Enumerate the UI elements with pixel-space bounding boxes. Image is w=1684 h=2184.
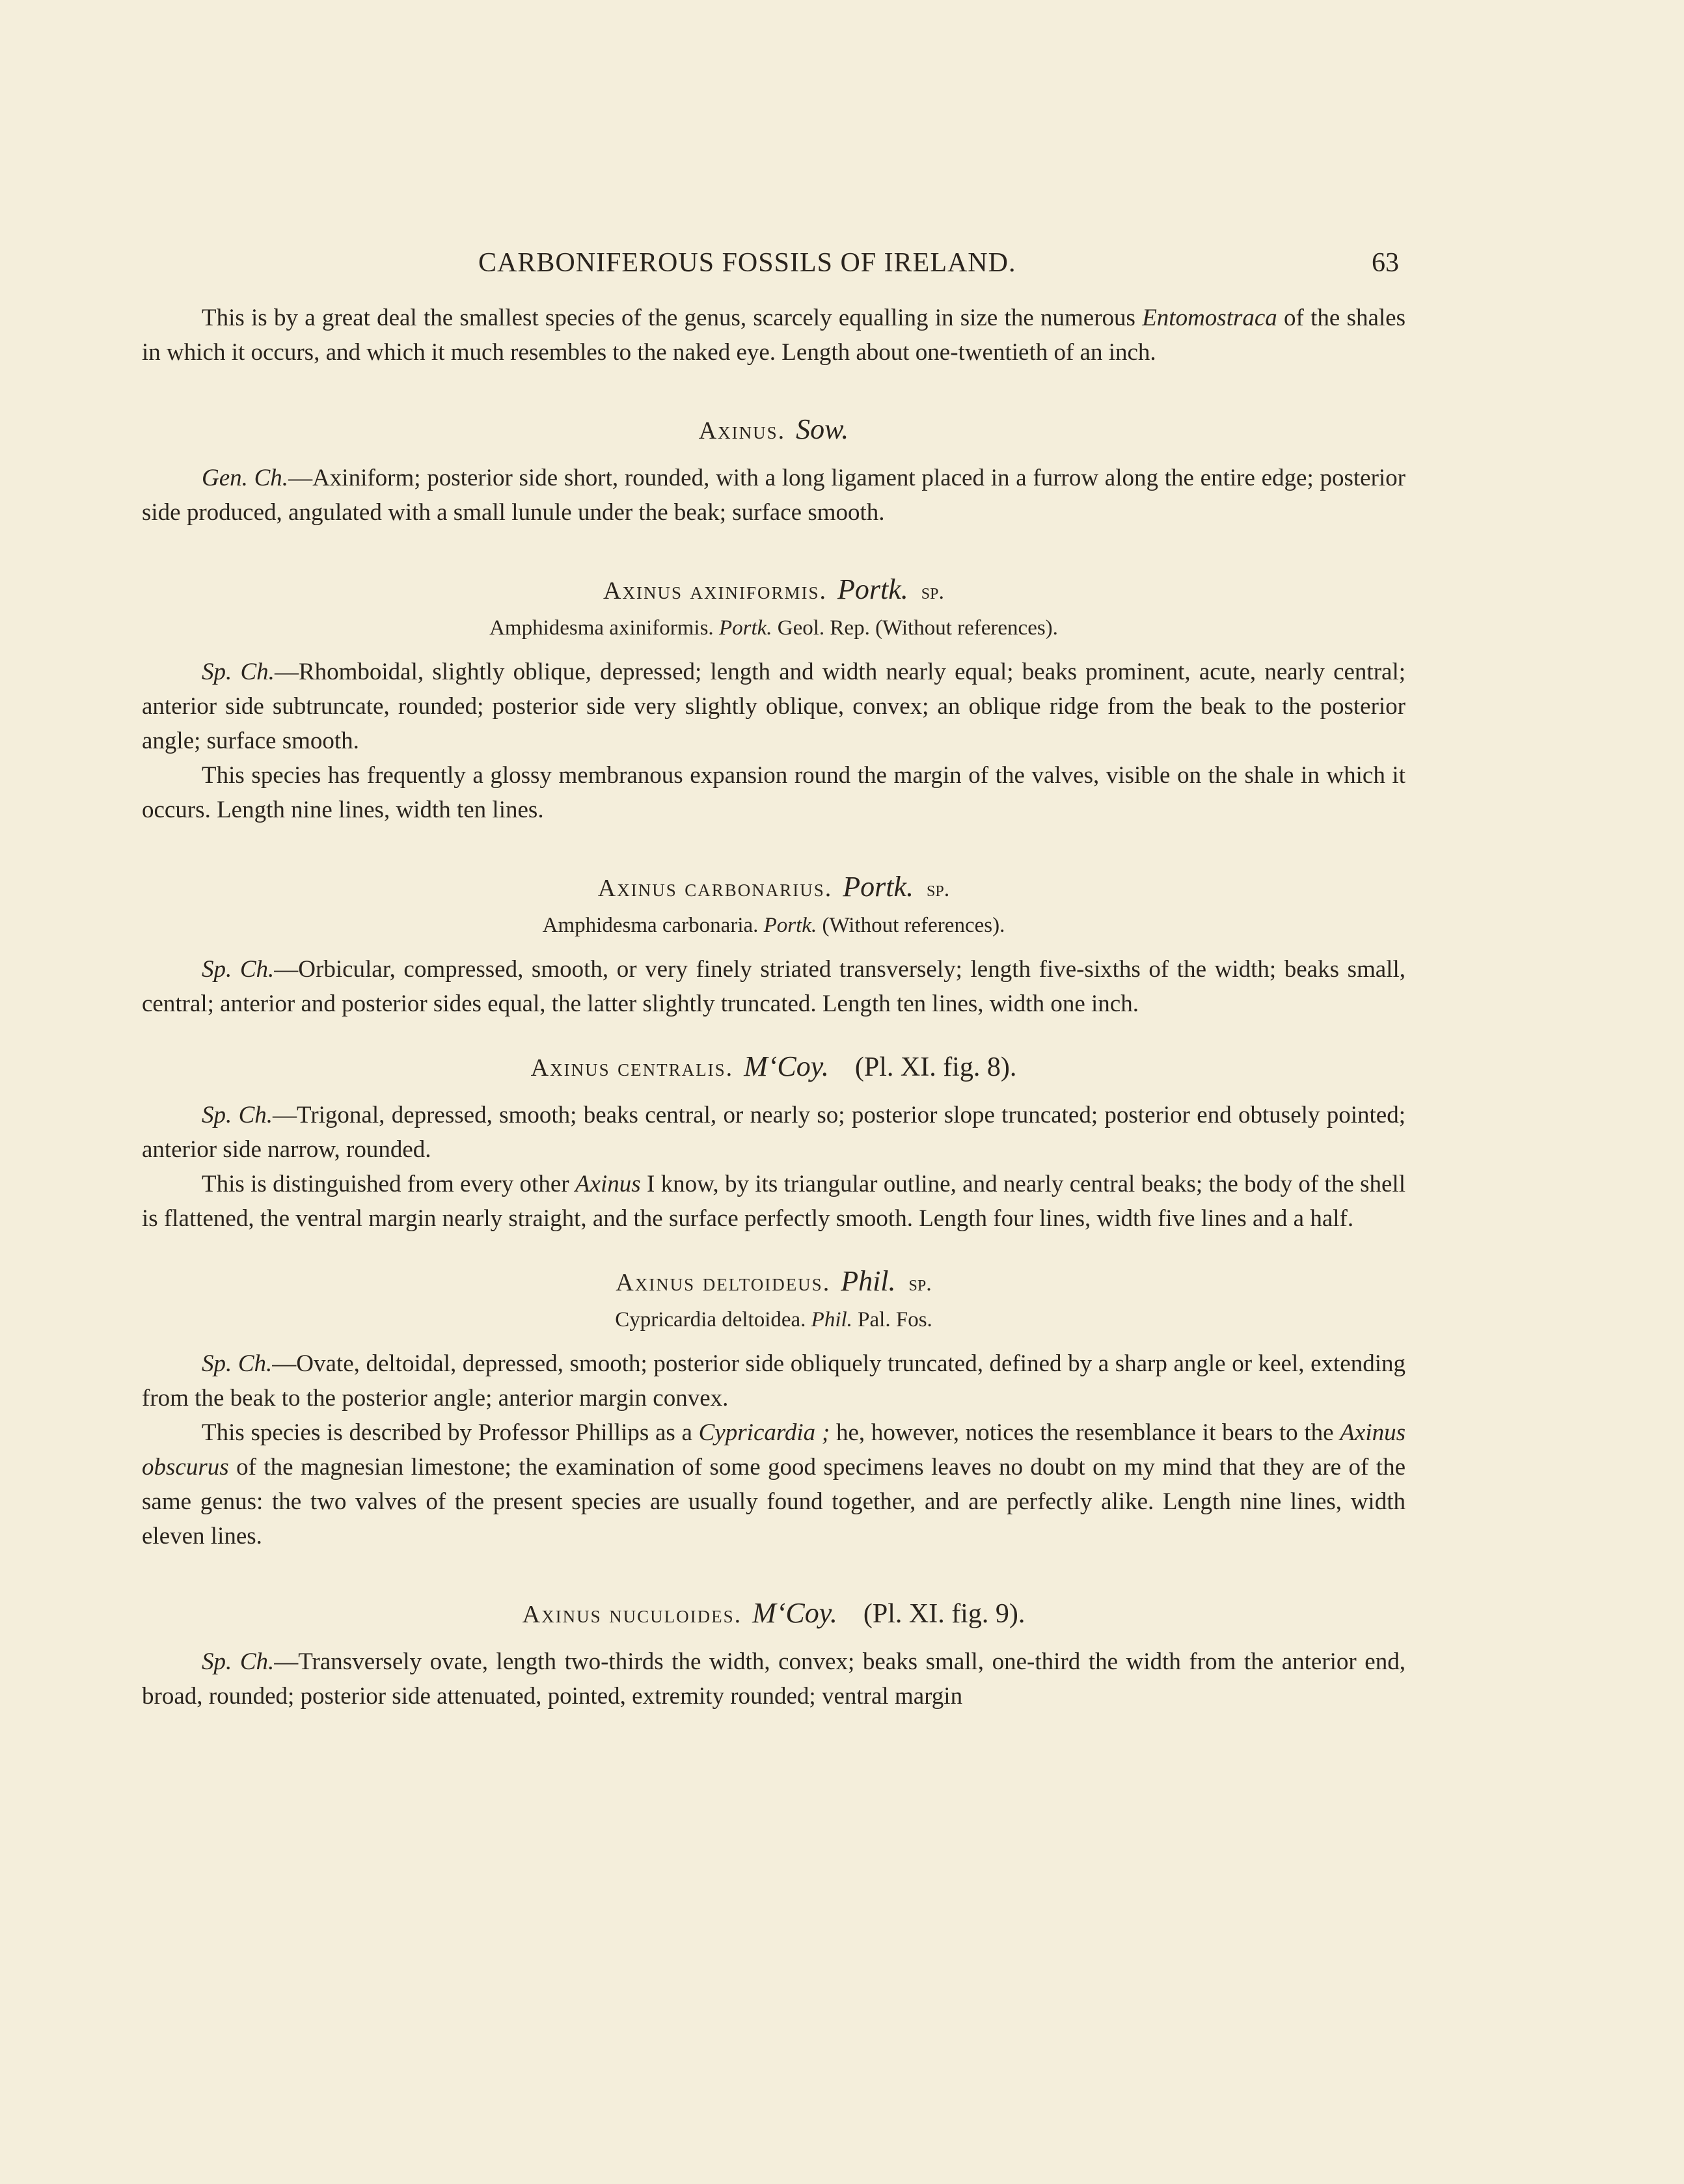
taxon-name: Entomostraca	[1142, 305, 1277, 331]
synonymy-line: Amphidesma axiniformis. Portk. Geol. Rep. (Without references).	[489, 616, 1058, 640]
species-heading-centralis: Axinus centralis. M‘Coy. (Pl. XI. fig. 8).	[530, 1050, 1017, 1082]
species-note: This is distinguished from every other Axinus I know, by its triangular outline, and nearly central beaks; the body of the shell is flattened, the ventral margin nearly straight, and the surface perfectly smooth. Length four lines, width five lines and a half.	[142, 1171, 1406, 1232]
species-note: This species is described by Professor Phillips as a Cypricardia ; he, however, notices the resemblance it bears to the Axinus obscurus of the magnesian limestone; the examination of some good specimens leaves no doubt on my mind that they are of the same genus: the two valves of the present species are usually found together, and are perfectly alike. Length nine lines, width eleven lines.	[142, 1419, 1406, 1549]
species-heading-axiniformis: Axinus axiniformis. Portk. sp.	[603, 573, 944, 605]
species-heading-nuculoides: Axinus nuculoides. M‘Coy. (Pl. XI. fig. 9).	[522, 1597, 1025, 1629]
species-heading-carbonarius: Axinus carbonarius. Portk. sp.	[597, 871, 950, 903]
page-number: 63	[1372, 248, 1399, 278]
intro-paragraph: This is by a great deal the smallest species of the genus, scarcely equalling in size the numerous Entomostraca of the shales in which it occurs, and which it much resembles to the naked eye. Length about one-twentieth of an inch.	[142, 305, 1406, 366]
species-characters: Sp. Ch.—Ovate, deltoidal, depressed, smooth; posterior side obliquely truncated, defined by a sharp angle or keel, extending from the beak to the posterior angle; anterior margin convex.	[142, 1350, 1406, 1412]
genus-heading: Axinus. Sow.	[698, 413, 849, 445]
species-heading-deltoideus: Axinus deltoideus. Phil. sp.	[616, 1265, 932, 1297]
page-body	[142, 301, 1406, 1713]
species-characters: Sp. Ch.—Orbicular, compressed, smooth, or very finely striated transversely; length five-sixths of the width; beaks small, central; anterior and posterior sides equal, the latter slightly truncated. Length ten lines, width one inch.	[142, 956, 1406, 1017]
genus-characters: Gen. Ch.—Axiniform; posterior side short, rounded, with a long ligament placed in a furrow along the entire edge; posterior side produced, angulated with a small lunule under the beak; surface smooth.	[142, 465, 1406, 526]
synonymy-line: Amphidesma carbonaria. Portk. (Without references).	[542, 914, 1005, 937]
running-head: CARBONIFEROUS FOSSILS OF IRELAND.	[478, 248, 1016, 278]
species-note: This species has frequently a glossy membranous expansion round the margin of the valves, visible on the shale in which it occurs. Length nine lines, width ten lines.	[142, 762, 1406, 823]
synonymy-line: Cypricardia deltoidea. Phil. Pal. Fos.	[615, 1308, 932, 1331]
species-characters: Sp. Ch.—Trigonal, depressed, smooth; beaks central, or nearly so; posterior slope truncated; posterior end obtusely pointed; anterior side narrow, rounded.	[142, 1102, 1406, 1163]
species-characters: Sp. Ch.—Transversely ovate, length two-thirds the width, convex; beaks small, one-third the width from the anterior end, broad, rounded; posterior side attenuated, pointed, extremity rounded; ventral margin	[142, 1648, 1406, 1710]
species-characters: Sp. Ch.—Rhomboidal, slightly oblique, depressed; length and width nearly equal; beaks prominent, acute, nearly central; anterior side subtruncate, rounded; posterior side very slightly oblique, convex; an oblique ridge from the beak to the posterior angle; surface smooth.	[142, 659, 1406, 754]
